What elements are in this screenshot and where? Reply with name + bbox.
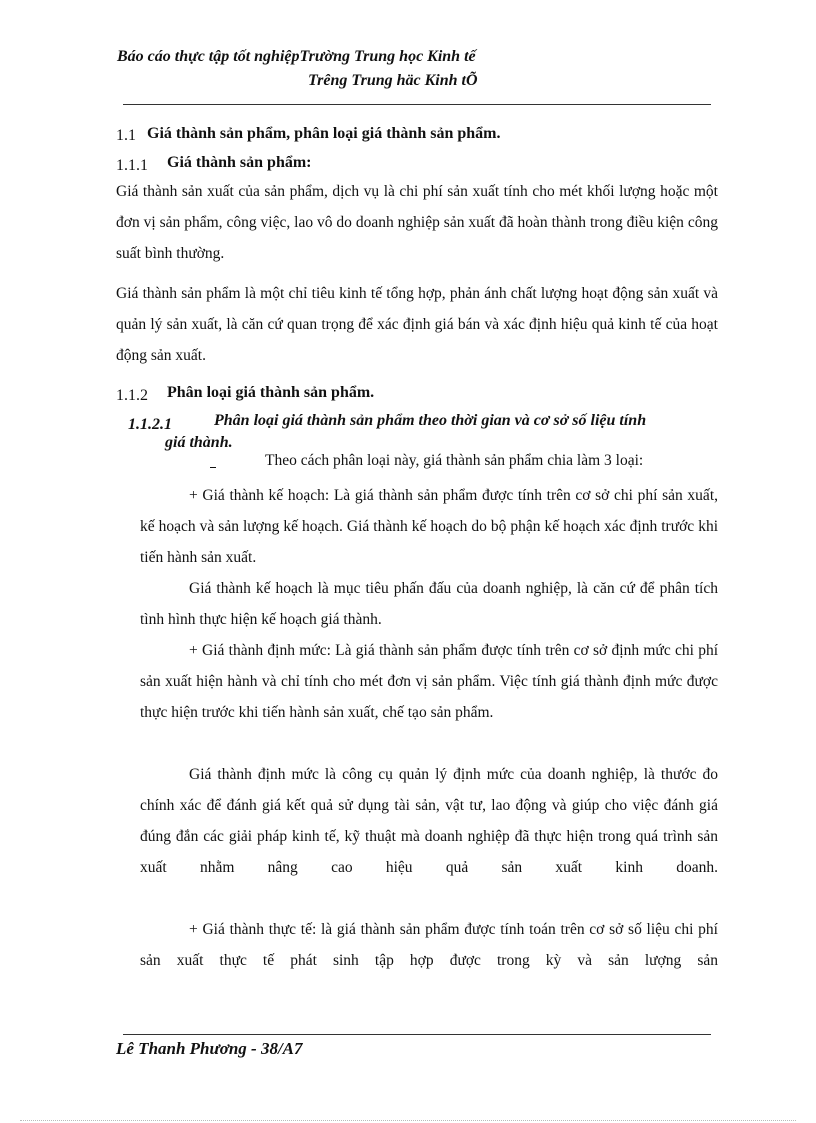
paragraph-actual-cost: + Giá thành thực tế: là giá thành sản phẩm được tính toán trên cơ sở số liệu chi phí sản xuất thực tế phát sinh tập hợp được trong kỳ và sản lượng sản (140, 921, 718, 969)
section-1-1-title: Giá thành sản phẩm, phân loại giá thành sản phẩm. (147, 125, 501, 142)
list-dash (210, 467, 216, 468)
section-1-1-2-1-title: Phân loại giá thành sản phẩm theo thời gian và cơ sở số liệu tính (214, 412, 647, 429)
section-1-1-number: 1.1 (116, 127, 136, 144)
section-1-1-2-1-number: 1.1.2.1 (128, 416, 172, 433)
page-edge-dotted-line (20, 1120, 796, 1121)
paragraph-intro: Theo cách phân loại này, giá thành sản phẩm chia làm 3 loại: (265, 452, 644, 469)
paragraph-norm-tool: Giá thành định mức là công cụ quản lý định mức của doanh nghiệp, là thước đo chính xác để đánh giá kết quả sử dụng tài sản, vật tư, lao động và giúp cho việc đánh giá đúng đắn các giải pháp kinh tế, kỹ thuật mà doanh nghiệp đã thực hiện trong quá trình sản xuất nhằm nâng cao hiệu quả sản xuất kinh doanh. (140, 766, 718, 876)
header-rule (123, 104, 711, 105)
section-1-1-2-title: Phân loại giá thành sản phẩm. (167, 384, 375, 401)
footer-rule (123, 1034, 711, 1035)
paragraph-planned-goal: Giá thành kế hoạch là mục tiêu phấn đấu của doanh nghiệp, là căn cứ để phân tích tình hình thực hiện kế hoạch giá thành. (140, 580, 718, 628)
section-1-1-2-number: 1.1.2 (116, 387, 148, 404)
header-subtitle: Trêng Trung häc Kinh tÕ (308, 72, 478, 89)
header-title: Báo cáo thực tập tốt nghiệpTrường Trung học Kinh tế (117, 48, 476, 65)
section-1-1-1-number: 1.1.1 (116, 157, 148, 174)
section-1-1-1-title: Giá thành sản phẩm: (167, 154, 312, 171)
paragraph-indicator: Giá thành sản phẩm là một chỉ tiêu kinh tế tổng hợp, phản ánh chất lượng hoạt động sản xuất và quản lý sản xuất, là căn cứ quan trọng để xác định giá bán và xác định hiệu quả kinh tế của hoạt động sản xuất. (116, 285, 718, 364)
paragraph-planned-cost: + Giá thành kế hoạch: Là giá thành sản phẩm được tính trên cơ sở chi phí sản xuất, kế hoạch và sản lượng kế hoạch. Giá thành kế hoạch do bộ phận kế hoạch xác định trước khi tiến hành sản xuất. (140, 487, 718, 566)
paragraph-norm-cost: + Giá thành định mức: Là giá thành sản phẩm được tính trên cơ sở định mức chi phí sản xuất hiện hành và chỉ tính cho mét đơn vị sản phẩm. Việc tính giá thành định mức được thực hiện trước khi tiến hành sản xuất, chế tạo sản phẩm. (140, 642, 718, 721)
section-1-1-2-1-title-cont: giá thành. (165, 434, 233, 451)
footer-author: Lê Thanh Phương - 38/A7 (116, 1039, 303, 1058)
paragraph-definition: Giá thành sản xuất của sản phẩm, dịch vụ là chi phí sản xuất tính cho mét khối lượng hoặc một đơn vị sản phẩm, công việc, lao vô do doanh nghiệp sản xuất đã hoàn thành trong điều kiện công suất bình thường. (116, 183, 718, 262)
